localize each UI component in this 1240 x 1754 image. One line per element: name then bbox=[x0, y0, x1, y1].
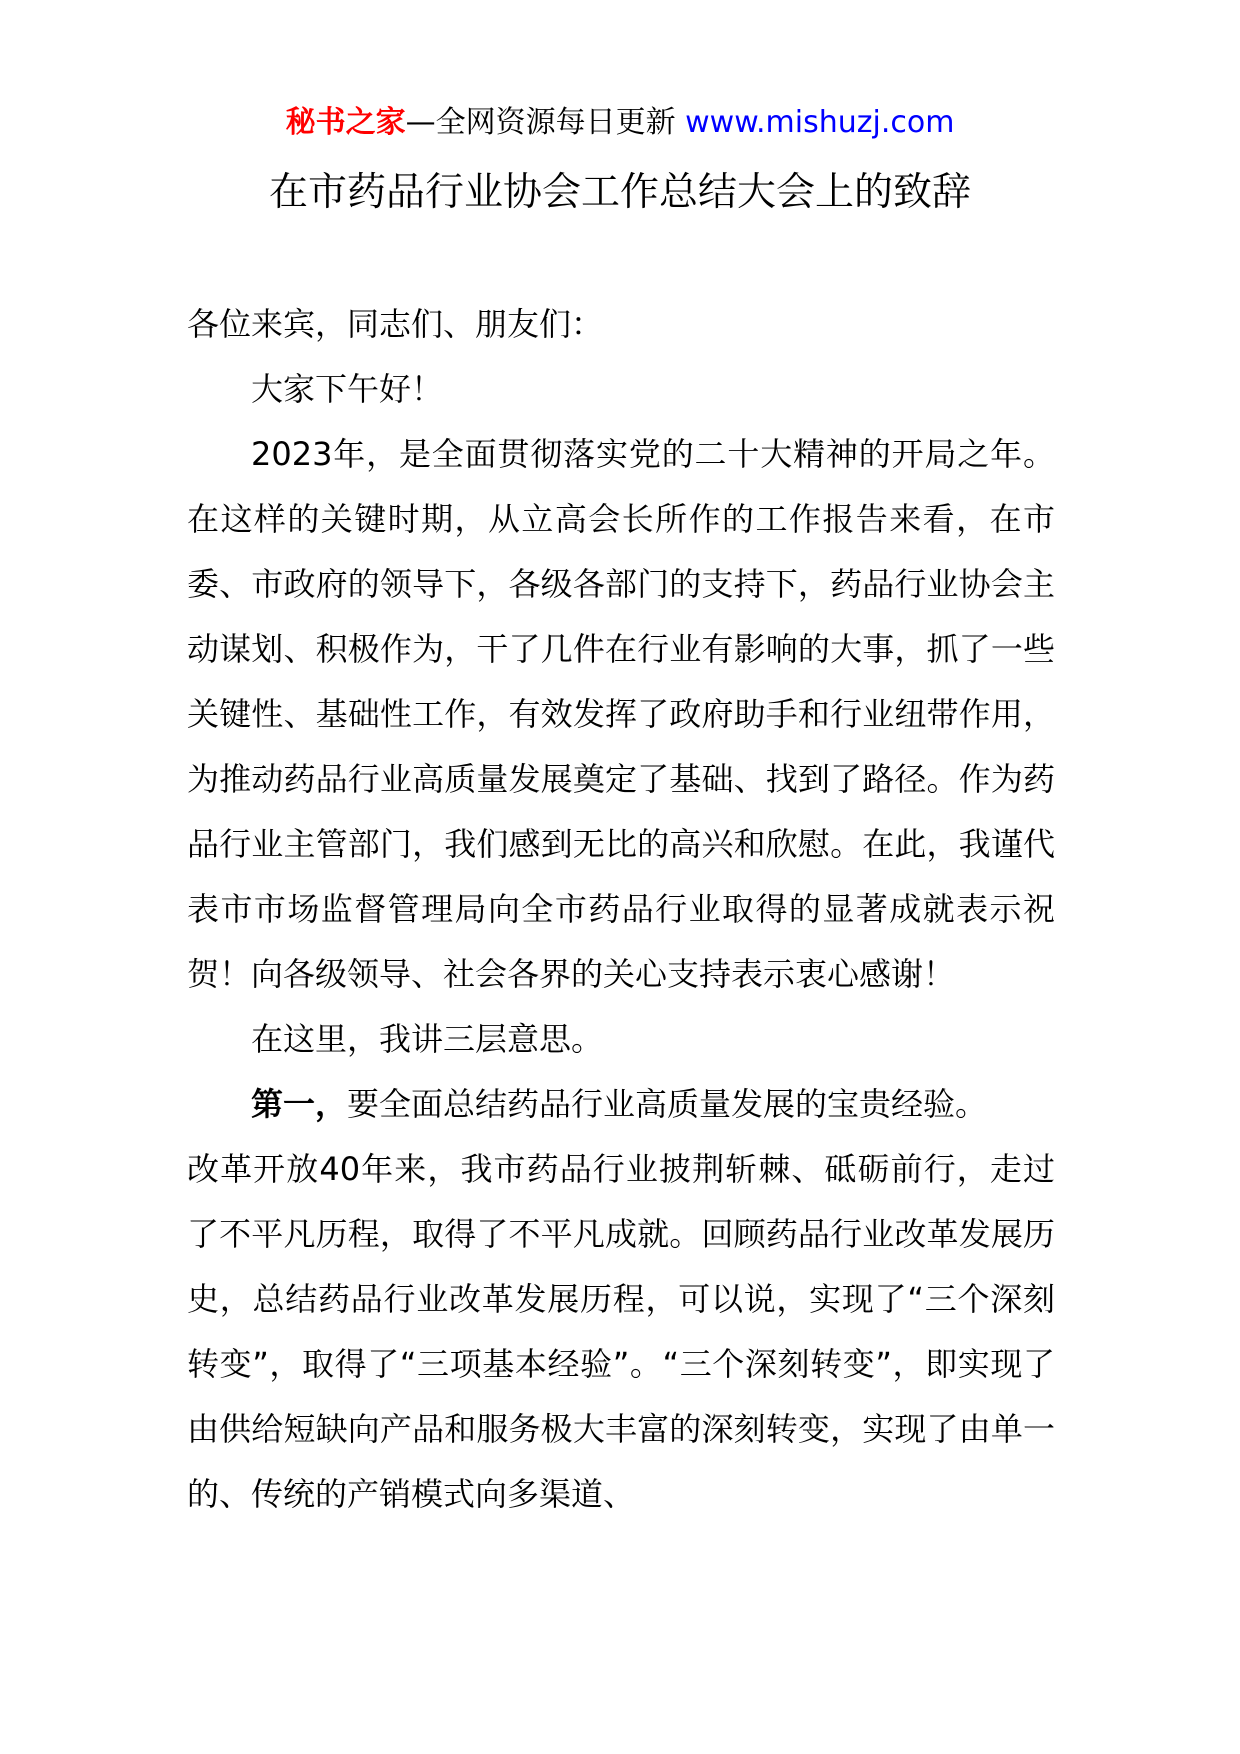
header-tagline: —全网资源每日更新 bbox=[405, 105, 686, 140]
document-title: 在市药品行业协会工作总结大会上的致辞 bbox=[268, 170, 971, 215]
salutation: 各位来宾，同志们、朋友们： bbox=[187, 305, 604, 343]
paragraph-3: 改革开放40年来，我市药品行业披荆斩棘、砥砺前行，走过了不平凡历程，取得了不平凡成就。回顾药品行业改革发展历史，总结药品行业改革发展历程，可以说，实现了“三个深刻转变”，取得了“三项基本经验”。“三个深刻转变”，即实现了由供给短缺向产品和服务极大丰富的深刻转变，实现了由单一的、传统的产销模式向多渠道、 bbox=[187, 1150, 1055, 1513]
site-header bbox=[0, 100, 1240, 146]
site-url-link[interactable]: www.mishuzj.com bbox=[685, 105, 955, 140]
paragraph-1: 2023年，是全面贯彻落实党的二十大精神的开局之年。在这样的关键时期，从立高会长所作的工作报告来看，在市委、市政府的领导下，各级各部门的支持下，药品行业协会主动谋划、积极作为，干了几件在行业有影响的大事，抓了一些关键性、基础性工作，有效发挥了政府助手和行业纽带作用，为推动药品行业高质量发展奠定了基础、找到了路径。作为药品行业主管部门，我们感到无比的高兴和欣慰。在此，我谨代表市市场监督管理局向全市药品行业取得的显著成就表示祝贺！向各级领导、社会各界的关心支持表示衷心感谢！ bbox=[187, 435, 1055, 993]
document-body bbox=[187, 292, 1055, 1527]
point-1-lead: 第一， bbox=[251, 1085, 348, 1123]
point-1-heading-paragraph bbox=[187, 1072, 1055, 1137]
point-1-heading: 要全面总结药品行业高质量发展的宝贵经验。 bbox=[347, 1085, 988, 1123]
greeting: 大家下午好！ bbox=[251, 370, 444, 408]
brand-name: 秘书之家 bbox=[285, 105, 406, 140]
paragraph-2: 在这里，我讲三层意思。 bbox=[251, 1020, 604, 1058]
